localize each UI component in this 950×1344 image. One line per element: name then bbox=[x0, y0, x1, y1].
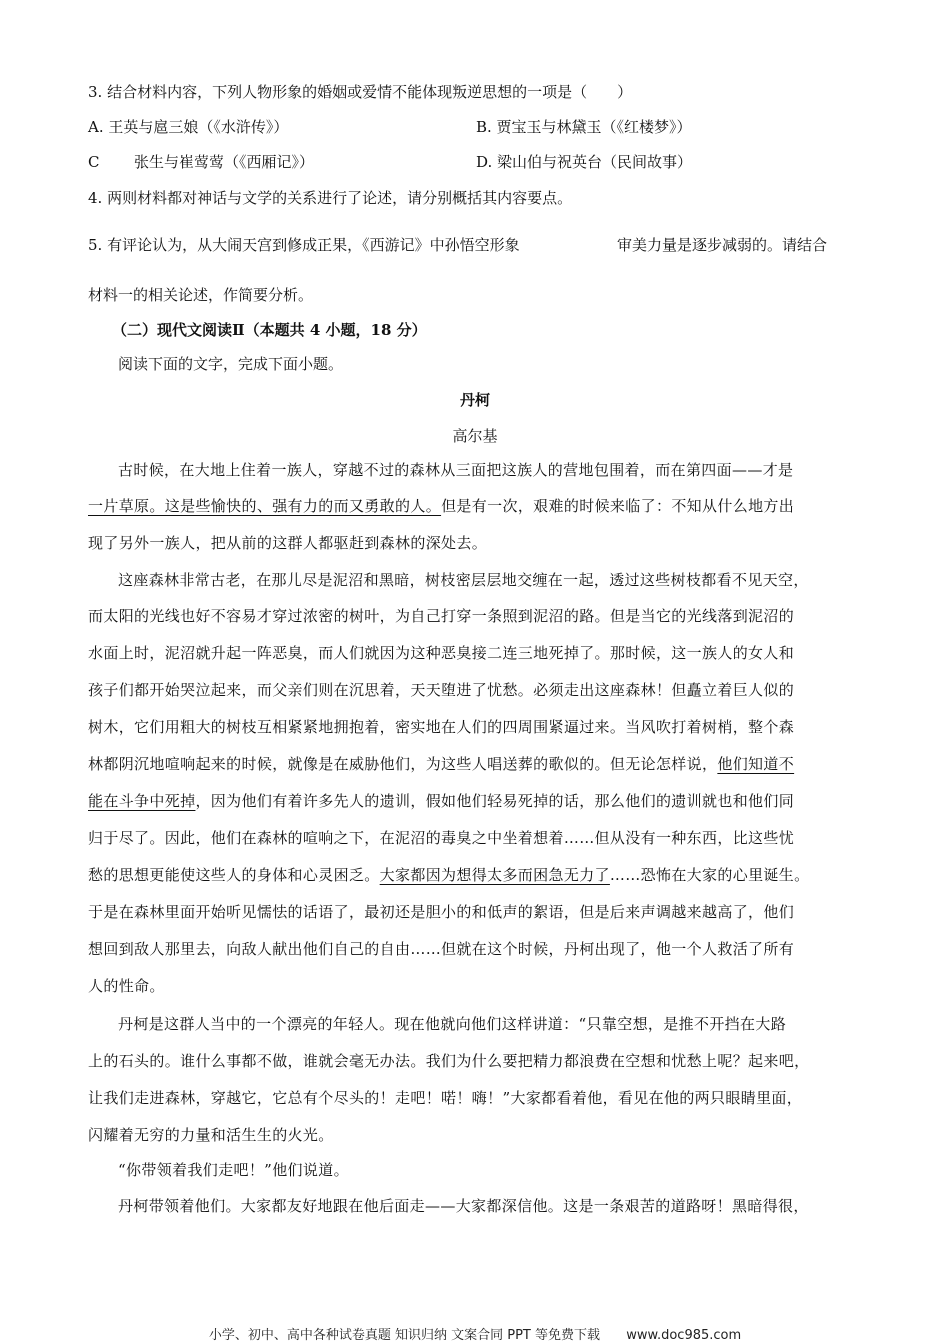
question-3-stem: 3. 结合材料内容，下列人物形象的婚姻或爱情不能体现叛逆思想的一项是（ ） bbox=[88, 83, 633, 101]
footer-text: 小学、初中、高中各种试卷真题 知识归纳 文案合同 PPT 等免费下载 bbox=[208, 1328, 600, 1343]
article-text: 愁的思想更能使这些人的身体和心灵困乏。 bbox=[88, 866, 380, 884]
article-line: 闪耀着无穷的力量和活生生的火光。 bbox=[88, 1126, 334, 1144]
article-author: 高尔基 bbox=[452, 427, 498, 445]
article-line: 树木，它们用粗大的树枝互相紧紧地拥抱着，密实地在人们的四周围紧逼过来。当风吹打着树梢，整个森 bbox=[88, 718, 795, 736]
question-5-part-b: 审美力量是逐步减弱的。请结合 bbox=[617, 236, 828, 254]
article-line: 丹柯是这群人当中的一个漂亮的年轻人。现在他就向他们这样讲道：“只靠空想，是推不开挡在大路 bbox=[118, 1015, 787, 1033]
underlined-sentence: 他们知道不 bbox=[717, 755, 795, 773]
question-5-part-c: 材料一的相关论述，作简要分析。 bbox=[88, 286, 314, 304]
article-line: 上的石头的。谁什么事都不做，谁就会毫无办法。我们为什么要把精力都浪费在空想和忧愁上呢？起来吧， bbox=[88, 1052, 810, 1070]
article-line: 这座森林非常古老，在那儿尽是泥沼和黑暗，树枝密层层地交缠在一起，透过这些树枝都看不见天空， bbox=[118, 571, 809, 589]
article-line: 想回到敌人那里去，向敌人献出他们自己的自由……但就在这个时候，丹柯出现了，他一个人救活了所有 bbox=[88, 940, 795, 958]
section-heading: （二）现代文阅读Ⅱ（本题共 4 小题，18 分） bbox=[112, 321, 427, 339]
article-text: ，因为他们有着许多先人的遗训，假如他们轻易死掉的话，那么他们的遗训就也和他们同 bbox=[195, 792, 795, 810]
article-line: 孩子们都开始哭泣起来，而父亲们则在沉思着，天天堕进了忧愁。必须走出这座森林！但矗立着巨人似的 bbox=[88, 681, 795, 699]
article-line: 丹柯带领着他们。大家都友好地跟在他后面走——大家都深信他。这是一条艰苦的道路呀！黑暗得很， bbox=[118, 1197, 809, 1215]
question-3-option-a: A. 王英与扈三娘（《水浒传》） bbox=[88, 118, 289, 136]
article-line: 让我们走进森林，穿越它，它总有个尽头的！走吧！喏！嗨！”大家都看着他，看见在他的两只眼睛里面， bbox=[88, 1089, 803, 1107]
page-footer bbox=[0, 1324, 950, 1343]
article-line: 于是在森林里面开始听见懦怯的话语了，最初还是胆小的和低声的絮语，但是后来声调越来越高了，他们 bbox=[88, 903, 795, 921]
question-3-option-b: B. 贾宝玉与林黛玉（《红楼梦》） bbox=[476, 118, 692, 136]
underlined-sentence: 能在斗争中死掉 bbox=[88, 792, 196, 810]
article-line: 现了另外一族人，把从前的这群人都驱赶到森林的深处去。 bbox=[88, 534, 488, 552]
article-text: ……恐怖在大家的心里诞生。 bbox=[609, 866, 810, 884]
question-3-option-d: D. 梁山伯与祝英台（民间故事） bbox=[476, 153, 693, 171]
article-line bbox=[88, 496, 794, 516]
article-line bbox=[88, 754, 794, 774]
article-line bbox=[88, 865, 809, 885]
question-3-option-c: 张生与崔莺莺（《西厢记》） bbox=[134, 153, 315, 171]
question-3-option-c-letter: C bbox=[88, 153, 100, 171]
article-line bbox=[88, 791, 794, 811]
underlined-sentence: 大家都因为想得太多而困急无力了 bbox=[379, 866, 610, 884]
article-line: 古时候，在大地上住着一族人，穿越不过的森林从三面把这族人的营地包围着，而在第四面——才是 bbox=[118, 461, 794, 479]
underlined-sentence: 一片草原。这是些愉快的、强有力的而又勇敢的人。 bbox=[88, 497, 442, 515]
article-line: “你带领着我们走吧！”他们说道。 bbox=[118, 1161, 349, 1179]
question-4: 4. 两则材料都对神话与文学的关系进行了论述，请分别概括其内容要点。 bbox=[88, 189, 573, 207]
article-text: 林都阴沉地喧响起来的时候，就像是在威胁他们，为这些人唱送葬的歌似的。但无论怎样说， bbox=[88, 755, 718, 773]
article-line: 人的性命。 bbox=[88, 977, 165, 995]
article-title: 丹柯 bbox=[459, 391, 490, 409]
section-instruction: 阅读下面的文字，完成下面小题。 bbox=[118, 355, 344, 373]
question-5-part-a: 5. 有评论认为，从大闹天宫到修成正果，《西游记》中孙悟空形象 bbox=[88, 236, 520, 254]
article-line: 而太阳的光线也好不容易才穿过浓密的树叶，为自己打穿一条照到泥沼的路。但是当它的光线落到泥沼的 bbox=[88, 607, 795, 625]
article-text: 但是有一次，艰难的时候来临了：不知从什么地方出 bbox=[441, 497, 795, 515]
article-line: 水面上时，泥沼就升起一阵恶臭，而人们就因为这种恶臭接二连三地死掉了。那时候，这一族人的女人和 bbox=[88, 644, 795, 662]
footer-site-link[interactable]: www.doc985.com bbox=[626, 1328, 742, 1343]
article-line: 归于尽了。因此，他们在森林的喧响之下，在泥沼的毒臭之中坐着想着……但从没有一种东西，比这些忧 bbox=[88, 829, 795, 847]
